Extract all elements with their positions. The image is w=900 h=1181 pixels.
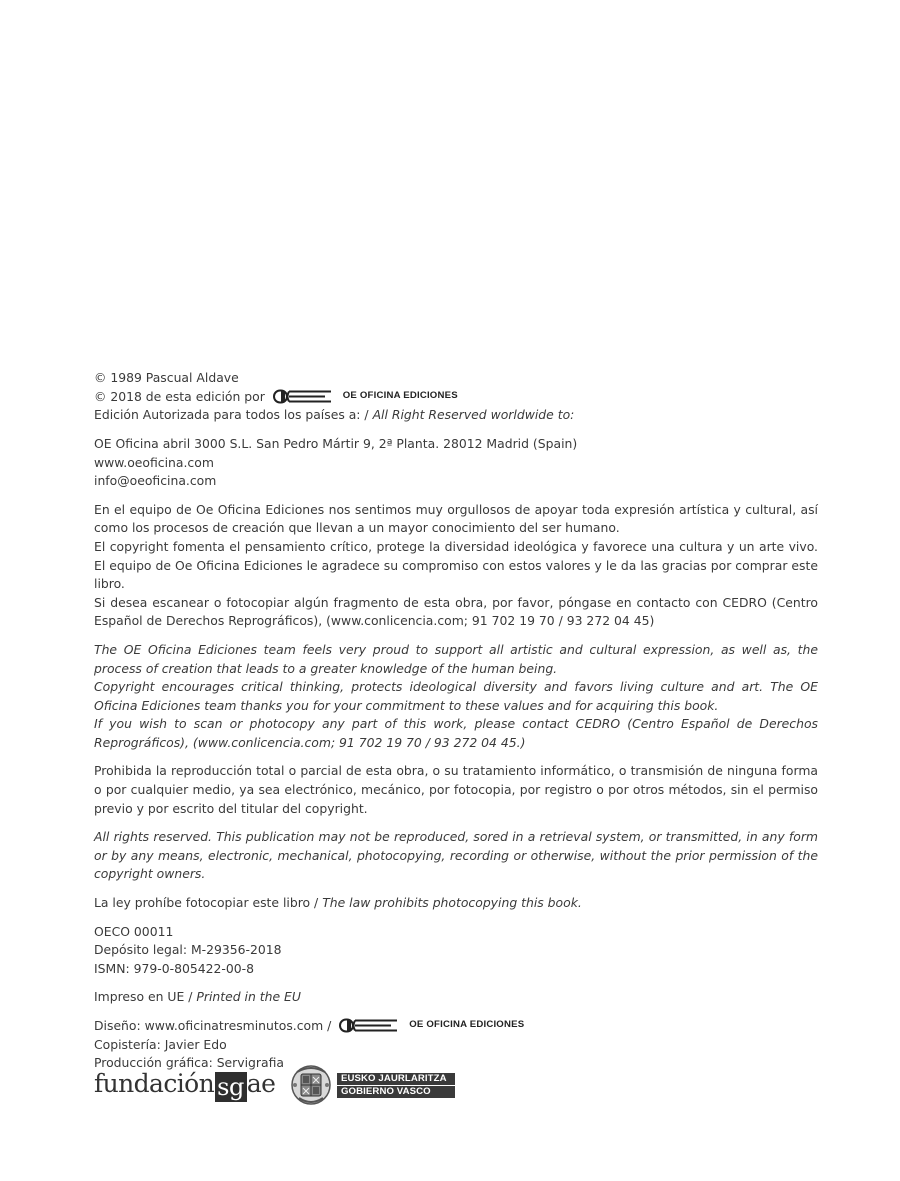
fundacion-word: fundación [94,1069,215,1098]
publisher-brand [269,387,458,406]
oe-logo-icon [273,389,333,404]
deposito-legal: Depósito legal: M-29356-2018 [94,942,282,958]
ismn-number: ISMN: 979-0-805422-00-8 [94,960,254,976]
gov-line-eusko: EUSKO JAURLARITZA [337,1073,455,1085]
printed-line [94,988,818,1007]
authorized-line [94,406,818,425]
copyist-credit: Copistería: Javier Edo [94,1036,227,1052]
gobierno-vasco-text [337,1073,455,1098]
publisher-brand-text: OE OFICINA EDICIONES [342,389,458,401]
authorized-es: Edición Autorizada para todos los países a: / [94,407,369,423]
gobierno-vasco-logo [291,1062,455,1108]
copyright-page [94,369,818,1073]
oe-logo-icon [339,1018,399,1033]
author-copyright: © 1989 Pascual Aldave [94,370,239,385]
printed-en: Printed in the EU [196,989,301,1005]
law-en: The law prohibits photocopying this book. [322,895,582,911]
law-line [94,894,818,913]
coat-of-arms-icon [291,1062,331,1108]
sgae-box: sg [215,1072,247,1102]
sgae-tail: ae [246,1069,276,1098]
statement-en-1: The OE Oficina Ediciones team feels very proud to support all artistic and cultural expression, as well as, the process of creation that leads to a greater knowledge of the human being. [94,641,818,676]
edition-prefix: © 2018 de esta edición por [94,388,265,404]
gov-line-gobierno: GOBIERNO VASCO [337,1086,455,1098]
design-credit [94,1017,818,1036]
publisher-website: www.oeoficina.com [94,454,214,470]
fundacion-sgae-logo [94,1069,275,1099]
publisher-address: OE Oficina abril 3000 S.L. San Pedro Mártir 9, 2ª Planta. 28012 Madrid (Spain) [94,435,578,451]
statement-en-2: Copyright encourages critical thinking, protects ideological diversity and favors living culture and art. The OE Oficina Ediciones team thanks you for your commitment to these values and for acquiring this book. [94,679,818,713]
sponsor-logos [94,1062,474,1112]
catalog-code: OECO 00011 [94,923,174,939]
design-brand-text: OE OFICINA EDICIONES [409,1019,525,1031]
production-credit: Producción gráfica: Servigrafia [94,1055,284,1071]
prohibition-en: All rights reserved. This publication may not be reproduced, sored in a retrieval system, or transmitted, in any form or by any means, electronic, mechanical, photocopying, recording or otherwise, without the prior permission of the copyright owners. [94,829,818,882]
law-es: La ley prohíbe fotocopiar este libro / [94,895,319,911]
design-prefix: Diseño: www.oficinatresminutos.com / [94,1018,332,1034]
statement-es-2: El copyright fomenta el pensamiento crítico, protege la diversidad ideológica y favorece una cultura y un arte vivo. El equipo de Oe Oficina Ediciones le agradece su compromiso con estos valores y le da las gracias por comprar este libro. [94,538,818,592]
authorized-en: All Right Reserved worldwide to: [372,407,575,423]
publisher-email: info@oeoficina.com [94,473,217,489]
statement-es-1: En el equipo de Oe Oficina Ediciones nos sentimos muy orgullosos de apoyar toda expresión artística y cultural, así como los procesos de creación que llevan a un mayor conocimiento del ser humano. [94,501,818,536]
printed-es: Impreso en UE / [94,989,193,1005]
statement-en-3: If you wish to scan or photocopy any part of this work, please contact CEDRO (Centro Español de Derechos Reprográficos), (www.conlicencia.com; 91 702 19 70 / 93 272 04 45.) [94,716,818,750]
statement-es-3: Si desea escanear o fotocopiar algún fragmento de esta obra, por favor, póngase en contacto con CEDRO (Centro Español de Derechos Reprográficos), (www.conlicencia.com; 91 702 19 70 / 93 272 04 45) [94,594,818,629]
edition-copyright [94,388,818,407]
prohibition-es: Prohibida la reproducción total o parcial de esta obra, o su tratamiento informático, o transmisión de ninguna forma o por cualquier medio, ya sea electrónico, mecánico, por fotocopia, por registro o por otros métodos, sin el permiso previo y por escrito del titular del copyright. [94,763,818,816]
design-brand [335,1016,524,1035]
